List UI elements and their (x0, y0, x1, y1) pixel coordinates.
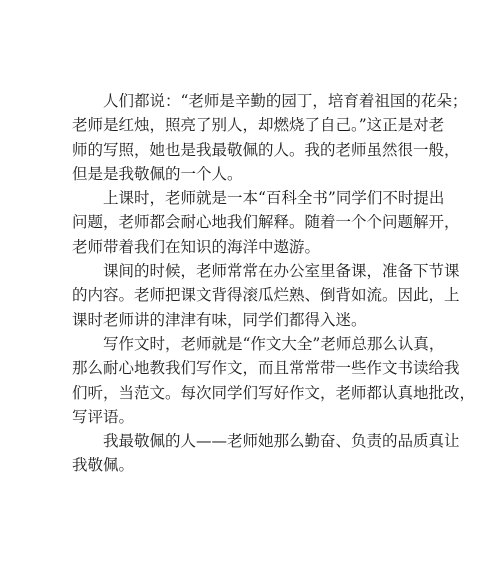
paragraph-5-line-1: 我最敬佩的人——老师她那么勤奋、负责的品质真让 (103, 432, 460, 451)
paragraph-2-line-2: 问题，老师都会耐心地我们解释。随着一个个问题解开， (72, 213, 460, 232)
essay-text (72, 89, 476, 478)
paragraph-4-line-2: 那么耐心地教我们写作文，而且常常带一些作文书读给我 (72, 359, 460, 378)
paragraph-2-line-3: 老师带着我们在知识的海洋中遨游。 (72, 237, 321, 256)
paragraph-1-line-3: 师的写照，她也是我最敬佩的人。我的老师虽然很一般， (72, 140, 460, 159)
paragraph-3-line-2: 的内容。老师把课文背得滚瓜烂熟、倒背如流。因此，上 (72, 286, 460, 305)
paragraph-4-line-4: 写评语。 (72, 407, 135, 426)
paragraph-4-line-1: 写作文时，老师就是“作文大全”老师总那么认真， (103, 334, 445, 353)
paragraph-3-line-3: 课时老师讲的津津有味，同学们都得入迷。 (72, 310, 367, 329)
paragraph-3-line-1: 课间的时候，老师常常在办公室里备课，准备下节课 (103, 262, 460, 281)
paragraph-1-line-1: 人们都说：“老师是辛勤的园丁，培育着祖国的花朵； (103, 92, 468, 110)
paragraph-4-line-3: 们听，当范文。每次同学们写好作文，老师都认真地批改， (72, 383, 476, 402)
paragraph-1-line-2: 老师是红烛，照亮了别人，却燃烧了自己。”这正是对老 (72, 116, 445, 135)
paragraph-5-line-2: 我敬佩。 (72, 456, 135, 475)
paragraph-2-line-1: 上课时，老师就是一本“百科全书”同学们不时提出 (103, 189, 445, 208)
paragraph-1-line-4: 但是是我敬佩的一个人。 (72, 164, 243, 183)
